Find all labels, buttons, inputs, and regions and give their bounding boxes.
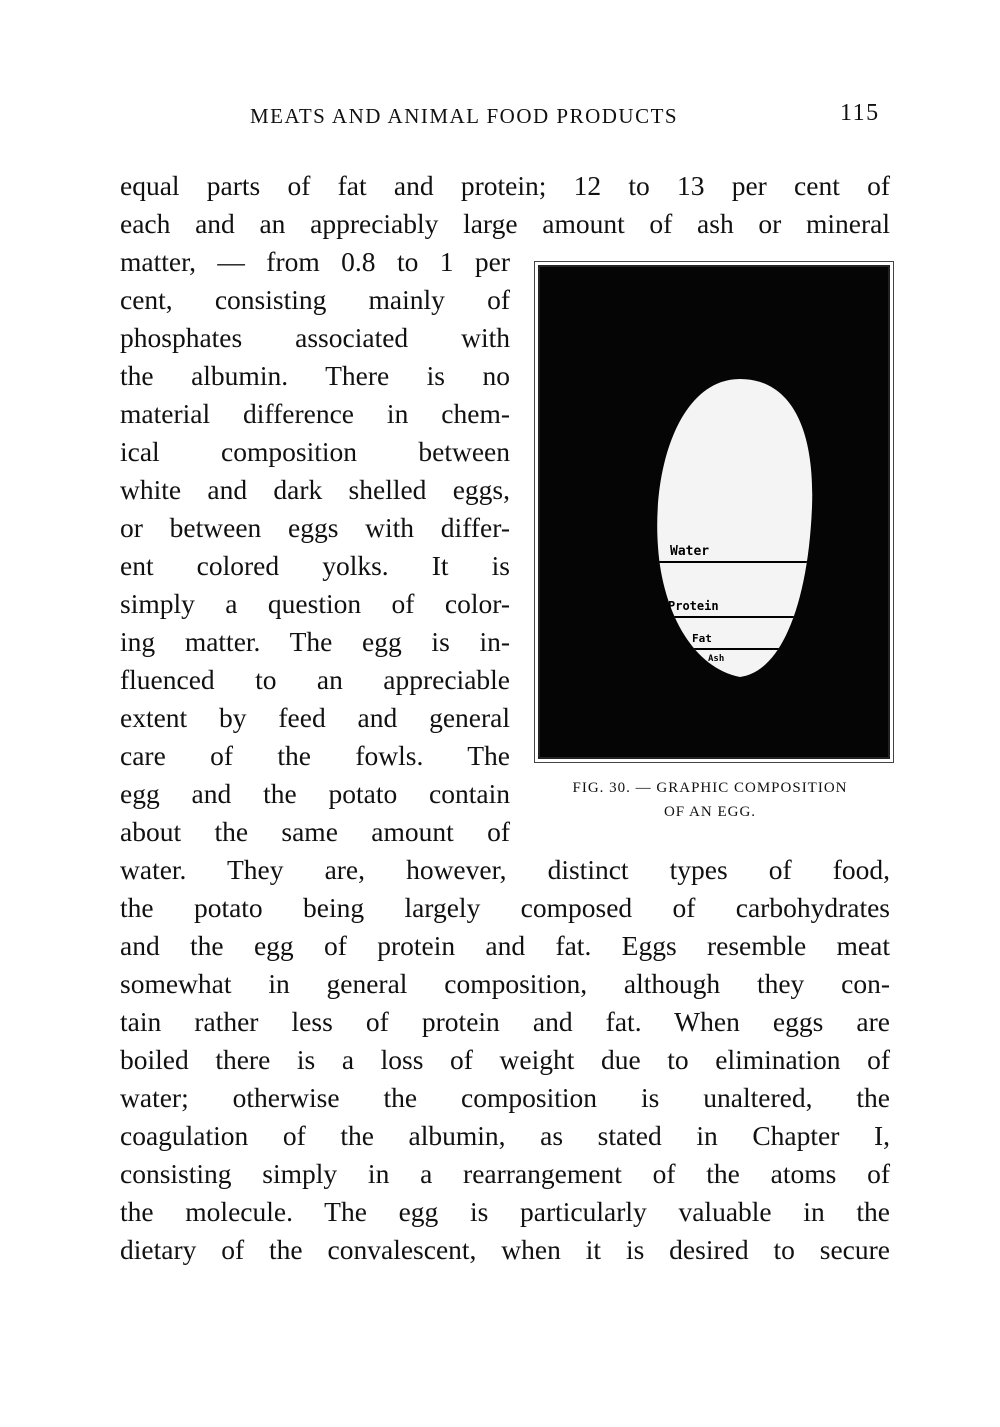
text-line: coagulation of the albumin, as stated in Chapter I, <box>120 1120 890 1151</box>
text-line: tain rather less of protein and fat. When eggs are <box>120 1006 890 1037</box>
text-line: dietary of the convalescent, when it is desired to secure <box>120 1234 890 1265</box>
label-water: Water <box>670 544 710 559</box>
text-line: consisting simply in a rearrangement of the atoms of <box>120 1158 890 1189</box>
egg-diagram <box>540 267 888 757</box>
page-number: 115 <box>840 100 880 126</box>
text-line: about the same amount of <box>120 816 510 847</box>
egg-composition-figure <box>538 265 890 759</box>
label-protein: Protein <box>668 599 719 613</box>
text-line: cent, consisting mainly of <box>120 284 510 315</box>
text-line: the albumin. There is no <box>120 360 510 391</box>
text-line: ing matter. The egg is in- <box>120 626 510 657</box>
text-line: phosphates associated with <box>120 322 510 353</box>
text-line: and the egg of protein and fat. Eggs resemble meat <box>120 930 890 961</box>
text-line: fluenced to an appreciable <box>120 664 510 695</box>
text-line: ent colored yolks. It is <box>120 550 510 581</box>
text-line: matter, — from 0.8 to 1 per <box>120 246 510 277</box>
text-line: egg and the potato contain <box>120 778 510 809</box>
text-line: ical composition between <box>120 436 510 467</box>
text-line: white and dark shelled eggs, <box>120 474 510 505</box>
text-line: boiled there is a loss of weight due to elimination of <box>120 1044 890 1075</box>
text-line: somewhat in general composition, although they con- <box>120 968 890 999</box>
running-title: MEATS AND ANIMAL FOOD PRODUCTS <box>250 104 679 128</box>
text-line: water. They are, however, distinct types of food, <box>120 854 890 885</box>
text-line: the molecule. The egg is particularly valuable in the <box>120 1196 890 1227</box>
label-fat: Fat <box>692 632 712 645</box>
text-line: the potato being largely composed of carbohydrates <box>120 892 890 923</box>
text-line: simply a question of color- <box>120 588 510 619</box>
text-line: extent by feed and general <box>120 702 510 733</box>
figure-caption-line2: OF AN EGG. <box>663 804 757 820</box>
text-line: equal parts of fat and protein; 12 to 13 per cent of <box>120 170 890 201</box>
text-line: each and an appreciably large amount of ash or mineral <box>120 208 890 239</box>
text-line: or between eggs with differ- <box>120 512 510 543</box>
text-line: material difference in chem- <box>120 398 510 429</box>
text-line: water; otherwise the composition is unaltered, the <box>120 1082 890 1113</box>
text-line: care of the fowls. The <box>120 740 510 771</box>
label-ash: Ash <box>708 654 725 664</box>
figure-caption-line1: FIG. 30. — GRAPHIC COMPOSITION <box>572 780 848 796</box>
egg-shape <box>640 367 840 687</box>
